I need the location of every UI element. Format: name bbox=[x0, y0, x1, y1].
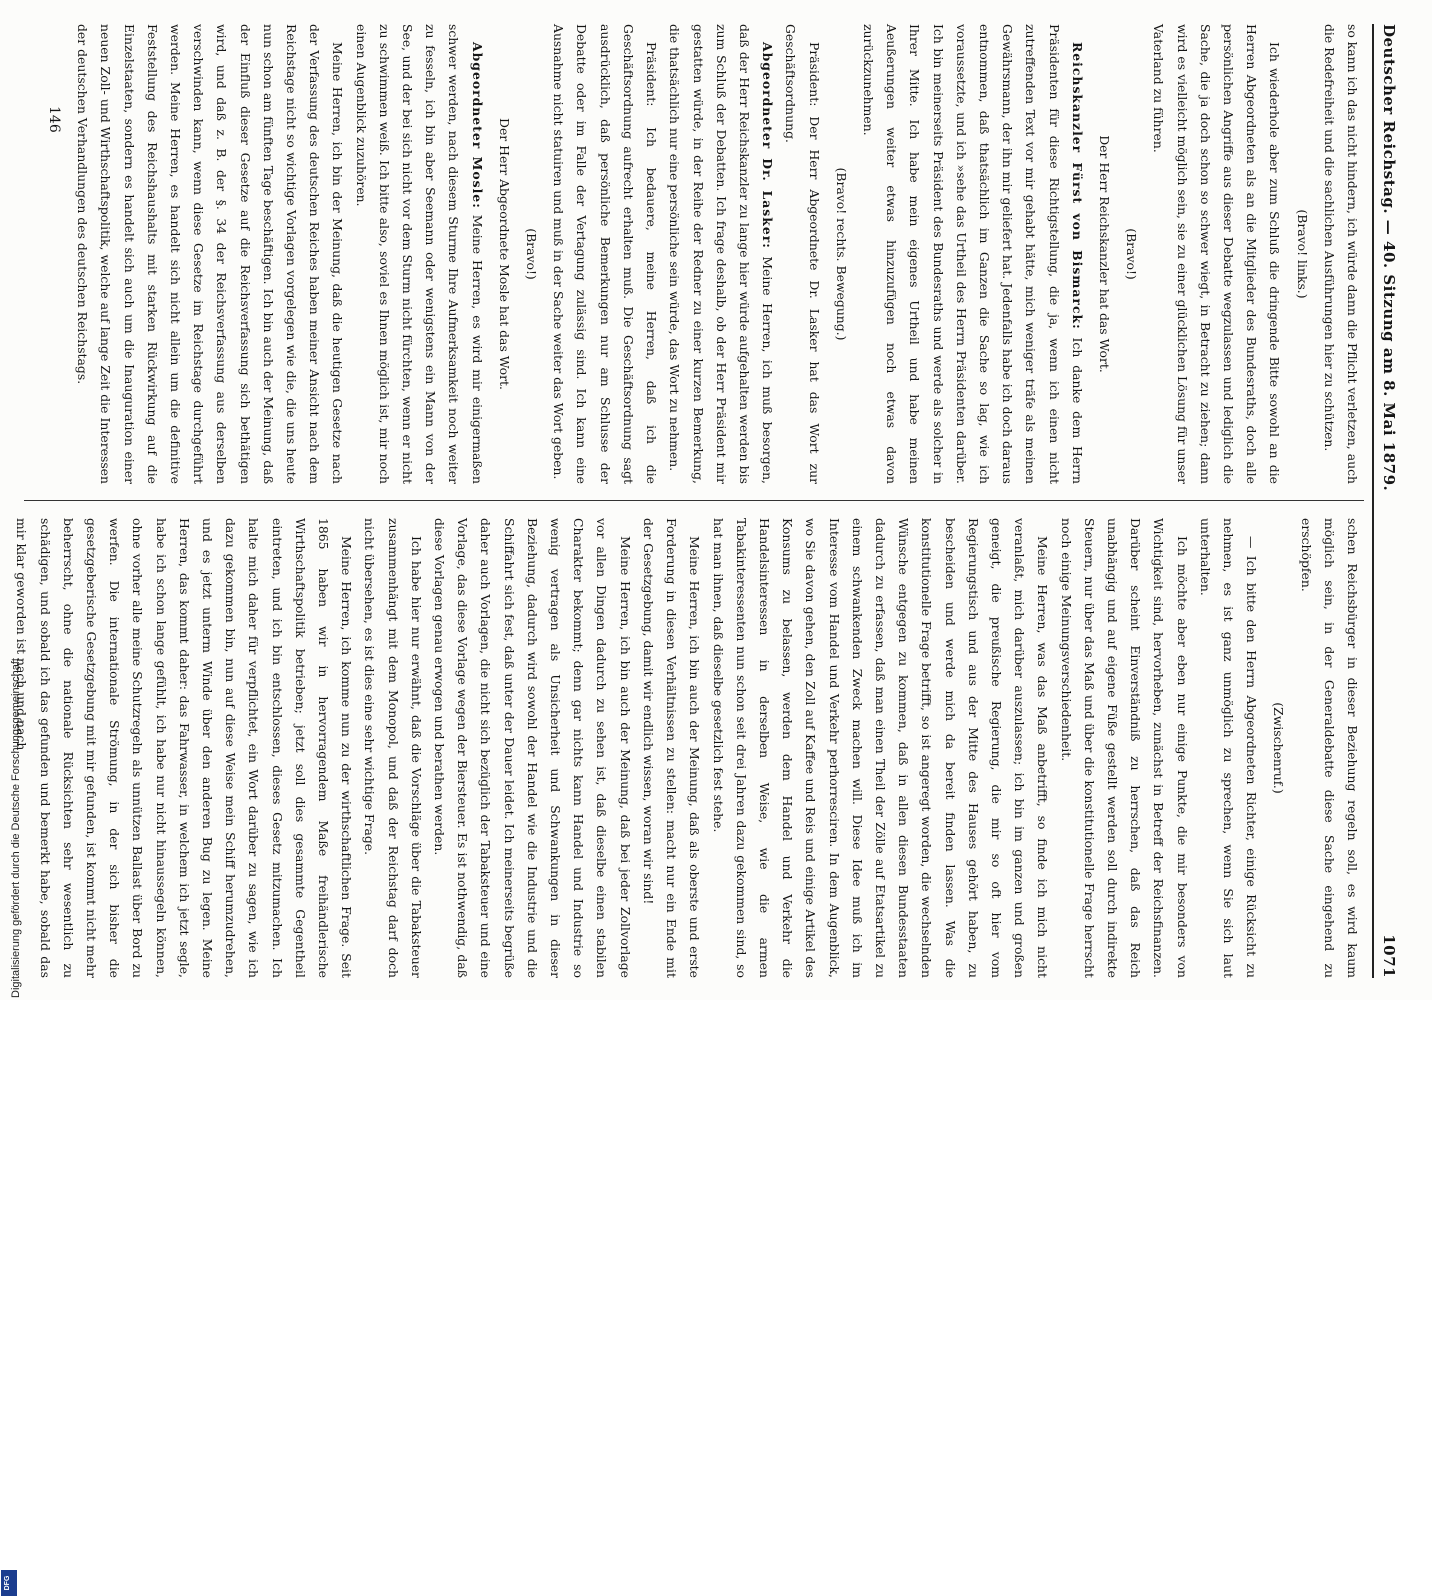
speaker-name: Reichskanzler Fürst von Bismarck: bbox=[1069, 42, 1085, 330]
speech bbox=[857, 24, 1089, 484]
reaction: (Bravo! rechts. Bewegung.) bbox=[833, 167, 849, 341]
text-column-left bbox=[34, 24, 1364, 484]
page-header bbox=[1372, 24, 1402, 978]
column-divider bbox=[24, 500, 1364, 501]
speech-text: Meine Herren, es wird mir einigermaßen schwer werden, nach diesem Sturme Ihre Aufmerksamkeit noch weiter zu fesseln, ich bin aber Seemann oder wenigstens ein Mann von der See, und der bei sich nicht vor dem Sturm nicht fürchten, wenn er nicht zu schwimmen weiß. Ich bitte also, soviel es Ihnen möglich ist, mir noch einen Augenblick zuzuhören. bbox=[353, 24, 485, 484]
paragraph: Ich möchte aber eben nur einige Punkte, die mir besonders von Wichtigkeit sind, hervorheben, zunächst in Betreff der Reichsfinanzen. Darüber scheint Einverständniß zu herrschen, daß das Reich unabhängig und auf eigene Füße gestellt werden soll durch indirekte Steuern, nur über das Maß und über die konstitutionelle Frage herrscht noch einige Meinungsverschiedenheit. bbox=[1058, 518, 1190, 978]
dfg-logo-icon bbox=[1, 1570, 17, 1596]
paragraph: Meine Herren, ich bin der Meinung, daß die heutigen Gesetze nach der Verfassung des deutschen Reiches haben meiner Ansicht nach dem Reichstage nicht so wichtige Vorlagen vorgelegen wie die, die uns heute nun schon am fünften Tage beschäftigen. Ich bin auch der Meinung, daß der Einfluß dieser Gesetze auf die Reichsverfassung sich bethätigen wird, und daß z. B. der §. 34 der Reichsverfassung aus derselben verschwinden kann, wenn diese Gesetze im Reichstage durchgeführt werden. Meine Herren, es handelt sich nicht allein um die definitive Feststellung des Reichshaushalts mit starken Rückwirkung auf die Einzelstaaten, sondern es handelt sich auch um die Inauguration einer neuen Zoll- und Wirthschaftspolitik, welche auf lange Zeit die Interessen der deutschen Verhandlungen des deutschen Reichstags. bbox=[75, 24, 346, 484]
page-header-title: Deutscher Reichstag. — 40. Sitzung am 8. Mai 1879. bbox=[1380, 24, 1398, 492]
reaction: (Bravo!) bbox=[1124, 228, 1140, 280]
speech bbox=[349, 24, 488, 484]
funding-note: Digitalisierung gefördert durch die Deutsche Forschungsgemeinschaft bbox=[10, 658, 22, 998]
speech bbox=[663, 24, 779, 484]
page-footer-number: 146 bbox=[46, 106, 62, 133]
paragraph: — Ich bitte den Herrn Abgeordneten Richter, einige Rücksicht zu nehmen, es ist ganz unmöglich zu sprechen, wenn Sie sich laut unterhalten. bbox=[1197, 518, 1260, 978]
speech-text: Meine Herren, ich muß besorgen, daß der Herr Reichskanzler zu lange hier würde aufgehalten werden bis zum Schluß der Debatten. Ich frage deshalb, ob der Herr Präsident mir gestatten würde, in der Reihe der Redner zu einer kurzen Bemerkung, die thatsächlich nur eine persönliche sein würde, das Wort zu nehmen. bbox=[667, 24, 776, 484]
speech-text: Ich danke dem Herrn Präsidenten für diese Richtigstellung, die ja, wenn ich einen nicht zutreffenden Text vor mir gehabt hätte, mich weniger träfe als meinen Gewährsmann, der ihn mir geliefert hat. Jedenfalls habe ich doch daraus entnommen, daß thatsächlich im Ganzen die Sache so lag, wie ich voraussetzte, und ich »sehe das Urtheil des Herrn Präsidenten darüber. Ich bin meinerseits Präsident des Bundesraths und werde als solcher in Ihrer Mitte. Ich habe mein eigenes Urtheil und habe meinen Aeußerungen weiter etwas hinzuzufügen noch etwas davon zurückzunehmen. bbox=[860, 24, 1085, 484]
paragraph: Meine Herren, ich bin auch der Meinung, daß bei jeder Zollvorlage vor allen Dingen dadurch zu sehen ist, daß dieselbe einen stabilen Charakter bekommt; denn gar nichts kann Handel und Industrie so wenig vertragen als Unsicherheit und Schwankungen in dieser Beziehung, dadurch wird sowohl der Handel wie die Industrie und die Schiffahrt sich fest, daß unter der Dauer leidet. Ich meinerseits begrüße daher auch Vorlagen, die nicht sich bezüglich der Tabaksteuer und eine Vorlage, das diese Vorlage wegen der Biersteuer. Es ist nothwendig, daß diese Vorlagen genau erwogen und berathen werden. bbox=[432, 518, 633, 978]
svg-text:DFG: DFG bbox=[4, 1575, 11, 1591]
paragraph: Ich wiederhole aber zum Schluß die dringende Bitte sowohl an die Herren Abgeordneten als an die Mitglieder des Bundesraths, doch alle persönlichen Angriffe aus dieser Debatte wegzulassen und lediglich die Sache, die ja doch schon so schwer wiegt, in Betracht zu ziehen; dann wird es vielleicht möglich sein, sie zu einer glücklichen Lösung für unser Vaterland zu führen. bbox=[1151, 24, 1283, 484]
paragraph: Präsident: Ich bedauere, meine Herren, daß ich die Geschäftsordnung aufrecht erhalten muß. Die Geschäftsordnung sagt ausdrücklich, daß persönliche Bemerkungen nur am Schlusse der Debatte oder im Falle der Vertagung zulässig sind. Ich kann eine Ausnahme nicht statuiren und muß in der Sache weiter das Wort geben. bbox=[551, 24, 660, 484]
reaction: (Bravo!) bbox=[524, 228, 540, 280]
paragraph: Meine Herren, ich komme nun zu der wirthschaftlichen Frage. Seit 1865 haben wir in hervorragendem Maße freihändlerische Wirthschaftspolitik betrieben; jetzt soll dies gesammte Gegentheil eintreten, und ich bin entschlossen, dieses Gesetz mitzumachen. Ich halte mich daher für verpflichtet, ein Wort darüber zu sagen, wie ich dazu gekommen bin, nun auf diese Weise mein Schiff herumzudrehen, und es jetzt unterm Winde über den anderen Bug zu legen. Meine Herren, das kommt daher: das Fahrwasser, in welchem ich jetzt segle, habe ich schon lange gefühlt, ich habe nur nicht hinaussegeln können, ohne vorher alle meine Schutzregeln als unnützen Ballast über Bord zu werfen. Die internationale Strömung, in der sich bisher die gesetzgeberische Gesetzgebung mit mir gefunden, ist kommt nicht mehr beherrscht, ohne die nationale Rücksichten sehr wesentlich zu schädigen, und sobald ich das gefunden und bemerkt habe, sobald das mir klar geworden ist nach und nach bbox=[14, 518, 355, 978]
speaker-name: Abgeordneter Dr. Lasker: bbox=[760, 42, 776, 249]
paragraph: Der Herr Reichskanzler hat das Wort. bbox=[1096, 135, 1112, 373]
reichstag-page bbox=[16, 6, 1416, 996]
speaker-name: Abgeordneter Mosle: bbox=[469, 42, 485, 209]
paragraph: Meine Herren, ich bin auch der Meinung, daß als oberste und erste Forderung in diesen Verhältnissen zu stellen: macht nur ein Ende mit der Gesetzgebung, damit wir endlich wissen, woran wir sind! bbox=[640, 518, 703, 978]
paragraph: Präsident: Der Herr Abgeordnete Dr. Lasker hat das Wort zur Geschäftsordnung. bbox=[783, 24, 822, 484]
page-header-number: 1071 bbox=[1380, 934, 1398, 978]
paragraph: schen Reichsbürger in dieser Beziehung regeln soll, es wird kaum möglich sein, in der Generaldebatte diese Sache eingehend zu erschöpfen. bbox=[1298, 518, 1360, 978]
reaction: (Bravo! links.) bbox=[1294, 209, 1310, 299]
reaction: (Zwischenruf.) bbox=[1271, 702, 1287, 794]
paragraph: so kann ich das nicht hindern, ich würde dann die Pflicht verletzen, auch die Redefreiheit und die sachlichen Ausführungen hier zu schützen. bbox=[1321, 24, 1360, 484]
paragraph: Der Herr Abgeordnete Mosle hat das Wort. bbox=[496, 118, 512, 390]
paragraph: Meine Herren, was das Maß anbetrifft, so finde ich mich nicht veranlaßt, mich darüber auszulassen; ich bin im ganzen und großen geneigt, die preußische Regierung, die mir so oft hier vom Regierungstisch und aus der Mitte des Hauses gehört haben, zu bescheiden und werde mich da bereit finden lassen. Was die konstitutionelle Frage betrifft, so ist angeregt worden, die wechselnden Wünsche entgegen zu kommen, daß in allen diesen Bundesstaaten dadurch zu erfassen, daß man einen Theil der Zölle auf Etatsartikel zu einem schwankenden Zweck machen will. Diese Idee muß ich im Interesse vom Handel und Verkehr perhorresciren. In dem Augenblick, wo Sie davon gehen, den Zoll auf Kaffee und Reis und einige Artikel des Konsums zu belassen, werden dem Handel und Verkehr die Handelsinteressen in derselben Weise, wie die armen Tabakinteressenten nun schon seit drei Jahren dazu gekommen sind, so hat man ihnen, daß dieselbe gesetzlich fest stehe. bbox=[710, 518, 1051, 978]
paragraph: Ich habe hier nur erwähnt, daß die Vorschläge über die Tabaksteuer zusammenhängt mit dem Monopol, und daß der Reichstag darf doch nicht übersehen, es ist dies eine sehr wichtige Frage. bbox=[362, 518, 424, 978]
